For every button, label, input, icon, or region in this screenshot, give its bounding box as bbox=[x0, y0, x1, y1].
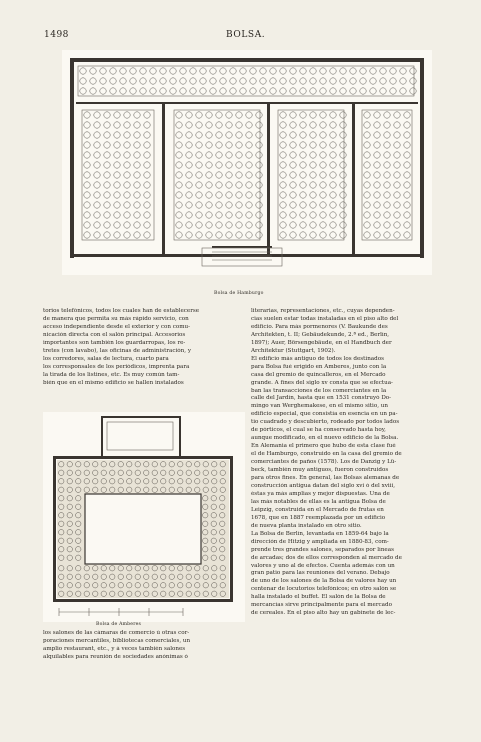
text-line: casa del gremio de quincalleros, en el Mercado bbox=[251, 371, 386, 378]
text-line: 1897); Auer, Börsengebäude, en el Handbuch der bbox=[251, 339, 392, 346]
text-line: los corresponsales de los periódicos, imprenta para bbox=[43, 363, 190, 370]
text-line: bién que en el mismo edificio se hallen instalados bbox=[43, 379, 184, 386]
text-line: de pórticos, el cual se ha conservado hasta hoy, bbox=[251, 427, 386, 434]
text-line: para Bolsa fué erigido en Amberes, junto con la bbox=[251, 363, 387, 370]
text-line: comerciantes de paños (1578). Los de Danzig y Lü- bbox=[251, 459, 397, 466]
text-line: torios telefónicos, todos los cuales han de establecerse bbox=[43, 308, 200, 314]
text-line: importantes son también los guardarropas, los re- bbox=[43, 339, 186, 346]
text-line: ban las transacciones de los comerciantes en la bbox=[251, 387, 387, 394]
text-line: literarias, representaciones, etc., cuyas dependen- bbox=[251, 308, 395, 314]
text-line: amplio restaurant, etc., y á veces también salones bbox=[43, 645, 186, 652]
hamburg-floor-plan bbox=[62, 50, 432, 275]
antwerp-floor-plan bbox=[43, 412, 245, 622]
text-line: acceso independiente desde el exterior y con comu- bbox=[43, 323, 191, 330]
text-line: el de Hamburgo, construido en la casa del gremio de bbox=[251, 451, 402, 458]
text-line: beck, también muy antiguos, fueron construidos bbox=[251, 467, 389, 474]
text-line: edificio especial, que consistía en esencia en un pa- bbox=[251, 411, 398, 418]
text-line: aunque modificado, en el nuevo edificio de la Bolsa. bbox=[251, 435, 399, 442]
text-line: El edificio más antiguo de todos los destinados bbox=[251, 355, 384, 362]
text-line: poraciones mercantiles, bibliotecas comerciales, un bbox=[43, 637, 191, 644]
running-head: BOLSA. bbox=[226, 30, 266, 40]
hamburg-caption: Bolsa de Hamburgo bbox=[214, 291, 264, 296]
text-line: para otros fines. En general, las Bolsas alemanas de bbox=[251, 475, 400, 482]
text-line: de nueva planta instalado en otro sitio. bbox=[251, 522, 362, 529]
text-line: prende tres grandes salones, separados por líneas bbox=[251, 546, 394, 553]
text-line: gran patio para las reuniones del verano. Debajo bbox=[251, 570, 390, 577]
text-line: Architektur (Stuttgart, 1902). bbox=[251, 347, 336, 354]
text-line: mercancías sirve principalmente para el mercado bbox=[251, 602, 392, 609]
text-line: los salones de las cámaras de comercio ú otras cor- bbox=[43, 630, 190, 636]
text-line: 1678, que en 1887 reemplazada por un edificio bbox=[251, 514, 386, 521]
text-line: construcción antigua datan del siglo xvi ó del xviii, bbox=[251, 482, 396, 489]
hamburg-floor-plan-figure bbox=[62, 50, 432, 275]
text-line: de cereales. En el piso alto hay un gabinete de lec- bbox=[251, 610, 396, 617]
text-line: tio cuadrado y descubierto, rodeado por todos lados bbox=[251, 419, 400, 426]
text-line: grande. A fines del siglo xv consta que se efectua- bbox=[251, 379, 393, 386]
text-line: dirección de Hitzig y ampliada en 1880-83, com- bbox=[251, 538, 389, 545]
left-column-lower-text bbox=[43, 630, 245, 662]
text-line: los corredores, salas de lectura, cuarto para bbox=[43, 355, 169, 362]
page-number: 1498 bbox=[44, 30, 69, 40]
text-line: calle del Jardín, hasta que en 1531 construyó Do- bbox=[251, 395, 392, 402]
text-line: tretes (con lavabo), las oficinas de administración, y bbox=[43, 347, 191, 354]
left-column-upper-text bbox=[43, 308, 245, 388]
right-column-text bbox=[251, 308, 441, 618]
text-line: halla instalado el buffet. El salón de la Bolsa de bbox=[251, 594, 386, 601]
text-line: la tirada de los listines, etc. Es muy común tam- bbox=[43, 371, 180, 378]
text-line: Architekten, t. II; Gebäudekunde, 2.ª ed., Berlín, bbox=[251, 331, 390, 338]
text-line: mingo van Werghemakese, en el mismo sitio, un bbox=[251, 403, 388, 410]
text-line: centenar de locutorios telefónicos; en otro salón se bbox=[251, 586, 397, 593]
text-line: las más notables de ellas es la antigua Bolsa de bbox=[251, 498, 386, 505]
text-line: Leipzig, construida en el Mercado de frutas en bbox=[251, 506, 384, 513]
text-line: nicación directa con el salón principal. Accesorios bbox=[43, 331, 186, 338]
text-line: éstas ya más amplias y mejor dispuestas. Una de bbox=[251, 490, 390, 497]
text-line: valores y uno al de efectos. Cuenta además con un bbox=[251, 562, 395, 569]
antwerp-caption: Bolsa de Amberes bbox=[96, 622, 142, 627]
text-line: En Alemania el primero que hubo de esta clase fué bbox=[251, 443, 396, 450]
text-line: de manera que permita su más rápido servicio, con bbox=[43, 315, 189, 322]
text-line: edificio. Para más pormenores (V. Baukunde des bbox=[251, 323, 388, 330]
text-line: de arcadas; dos de ellos corresponden al mercado de bbox=[251, 554, 402, 561]
text-line: alquilables para reunión de sociedades anónimas ó bbox=[43, 653, 188, 660]
text-line: cias suelen estar todas instaladas en el piso alto del bbox=[251, 315, 399, 322]
antwerp-floor-plan-figure bbox=[43, 412, 245, 622]
text-line: de uno de los salones de la Bolsa de valores hay un bbox=[251, 578, 397, 585]
text-line: La Bolsa de Berlín, levantada en 1859-64 bajo la bbox=[251, 530, 389, 537]
